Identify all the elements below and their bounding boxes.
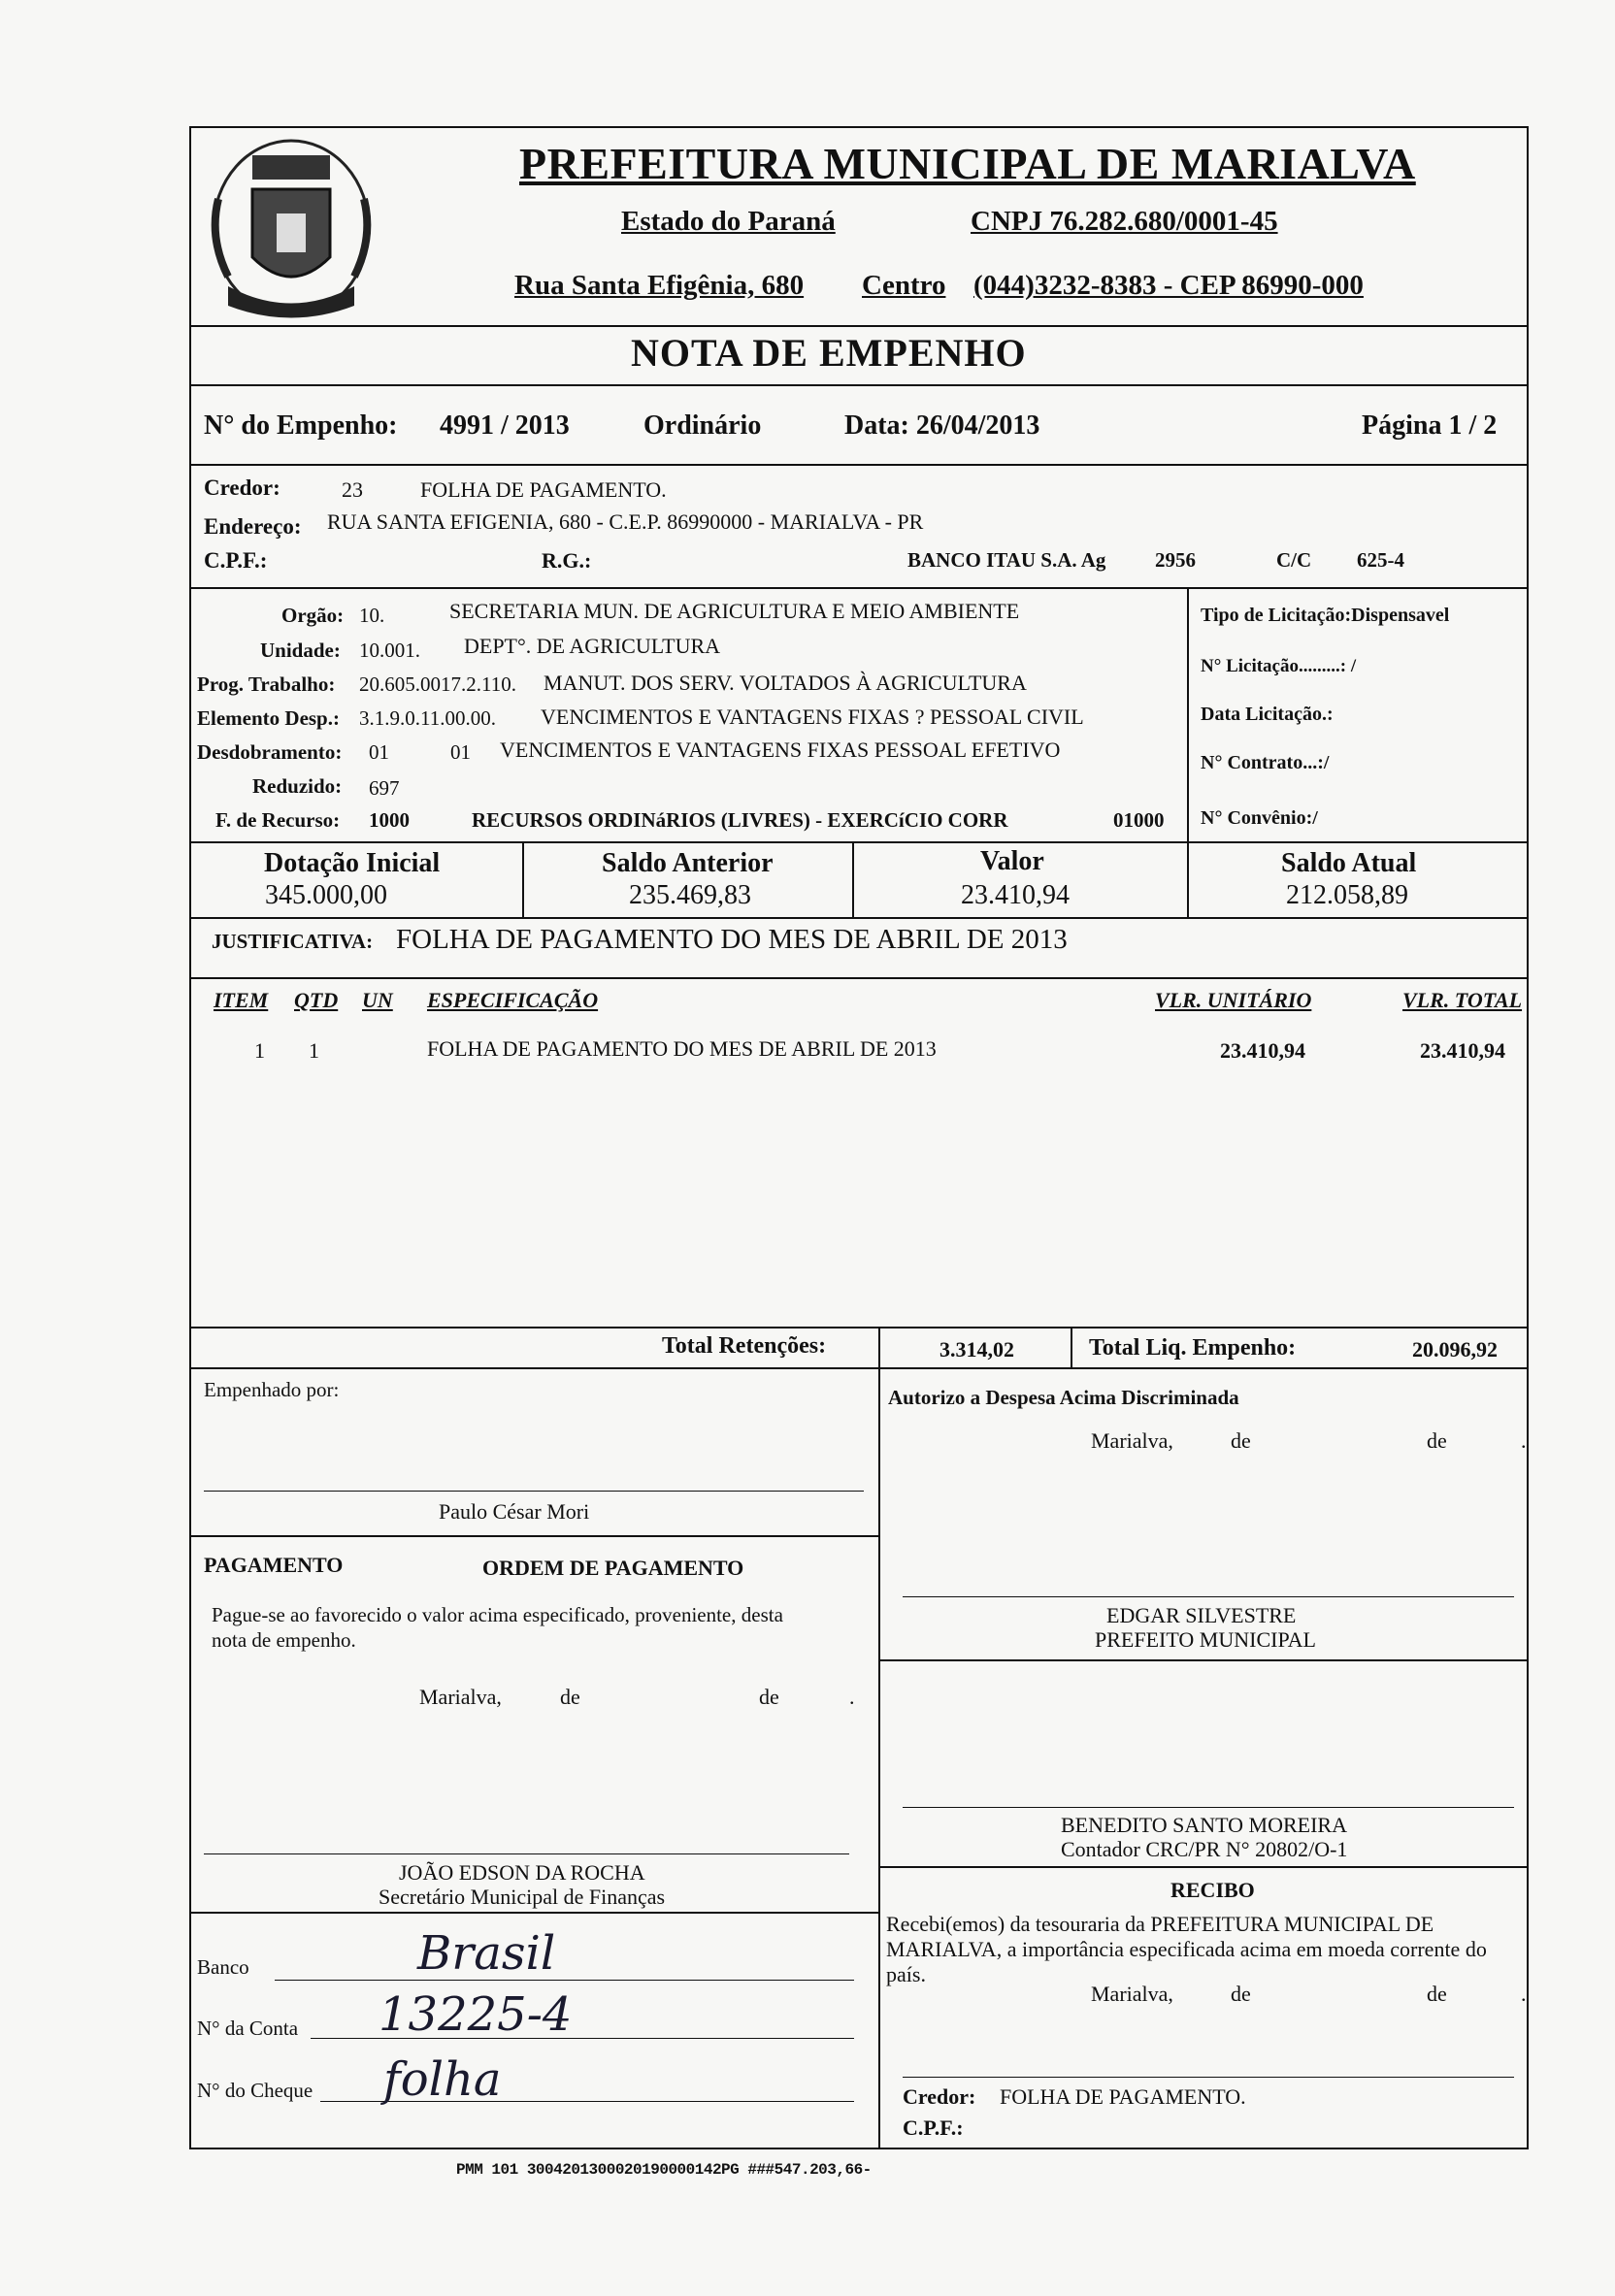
- pagamento-label: PAGAMENTO: [204, 1553, 344, 1577]
- recibo-de-2: de: [1427, 1982, 1447, 2006]
- signature-line: [204, 1853, 849, 1854]
- credor-code: 23: [342, 477, 363, 502]
- signature-line: [903, 1596, 1514, 1597]
- row-vlr-unitario: 23.410,94: [1220, 1038, 1305, 1063]
- prefeito-name: EDGAR SILVESTRE: [1106, 1603, 1297, 1627]
- divider: [878, 1659, 1529, 1661]
- header-cnpj: CNPJ 76.282.680/0001-45: [971, 206, 1278, 237]
- pagamento-place: Marialva,: [419, 1685, 502, 1709]
- recurso-label: F. de Recurso:: [215, 808, 341, 832]
- dotacao-value: 345.000,00: [265, 880, 387, 910]
- credor-footer-label: Credor:: [903, 2084, 976, 2109]
- divider: [852, 841, 854, 917]
- page-number: Página 1 / 2: [1362, 410, 1498, 441]
- licitacao-numero: N° Licitação.........: /: [1201, 656, 1357, 676]
- total-retencoes-value: 3.314,02: [939, 1337, 1014, 1361]
- row-qtd: 1: [309, 1038, 319, 1063]
- credor-address: RUA SANTA EFIGENIA, 680 - C.E.P. 86990000 - MARIALVA - PR: [327, 509, 924, 534]
- dotacao-label: Dotação Inicial: [264, 848, 441, 878]
- recibo-label: RECIBO: [1170, 1878, 1255, 1902]
- header-title: PREFEITURA MUNICIPAL DE MARIALVA: [519, 139, 1416, 188]
- autorizo-dot: .: [1521, 1428, 1527, 1453]
- secretario-title: Secretário Municipal de Finanças: [379, 1885, 666, 1909]
- reduzido-code: 697: [369, 776, 400, 800]
- col-vlr-total: VLR. TOTAL: [1402, 988, 1523, 1012]
- recibo-place: Marialva,: [1091, 1982, 1173, 2006]
- banco-line: [275, 1980, 854, 1981]
- divider: [1187, 587, 1189, 841]
- cheque-label: N° do Cheque: [197, 2079, 313, 2102]
- autorizo-place: Marialva,: [1091, 1428, 1173, 1453]
- divider: [189, 384, 1529, 386]
- row-especificacao: FOLHA DE PAGAMENTO DO MES DE ABRIL DE 2013: [427, 1036, 937, 1061]
- header-state: Estado do Paraná: [621, 206, 836, 237]
- cheque-value: folha: [383, 2052, 502, 2107]
- divider: [189, 464, 1529, 466]
- cc-number: 625-4: [1357, 548, 1404, 572]
- recibo-text-3: país.: [886, 1962, 926, 1986]
- valor-label: Valor: [980, 846, 1044, 876]
- justificativa-label: JUSTIFICATIVA:: [212, 930, 374, 953]
- total-liq-value: 20.096,92: [1412, 1337, 1498, 1361]
- divider: [189, 917, 1529, 919]
- contador-title: Contador CRC/PR N° 20802/O-1: [1061, 1837, 1348, 1861]
- divider: [189, 587, 1529, 589]
- cc-label: C/C: [1276, 548, 1312, 572]
- divider: [189, 1912, 878, 1914]
- unidade-name: DEPT°. DE AGRICULTURA: [464, 634, 721, 658]
- divider: [1071, 1327, 1072, 1367]
- barcode-text: PMM 101 3004201300020190000142PG ###547.203,66-: [456, 2161, 872, 2179]
- empenho-date: Data: 26/04/2013: [844, 410, 1040, 441]
- row-vlr-total: 23.410,94: [1420, 1038, 1505, 1063]
- divider: [878, 1866, 1529, 1868]
- orgao-code: 10.: [359, 604, 385, 627]
- credor-name: FOLHA DE PAGAMENTO.: [420, 477, 667, 502]
- secretario-name: JOÃO EDSON DA ROCHA: [399, 1860, 645, 1885]
- banco-label: Banco: [197, 1955, 249, 1979]
- divider: [189, 977, 1529, 979]
- recibo-text-1: Recebi(emos) da tesouraria da PREFEITURA MUNICIPAL DE: [886, 1912, 1434, 1936]
- elemento-label: Elemento Desp.:: [197, 706, 340, 730]
- justificativa-text: FOLHA DE PAGAMENTO DO MES DE ABRIL DE 2013: [396, 924, 1068, 955]
- total-liq-label: Total Liq. Empenho:: [1089, 1335, 1297, 1361]
- recurso-code-2: 01000: [1113, 808, 1165, 832]
- pagamento-de-2: de: [759, 1685, 779, 1709]
- reduzido-label: Reduzido:: [252, 774, 343, 798]
- bank-name: BANCO ITAU S.A. Ag: [907, 548, 1106, 572]
- prog-label: Prog. Trabalho:: [197, 672, 336, 696]
- desd-code-1: 01: [369, 740, 389, 764]
- divider: [189, 325, 1529, 327]
- autorizo-label: Autorizo a Despesa Acima Discriminada: [888, 1386, 1239, 1409]
- recibo-text-2: MARIALVA, a importância especificada acima em moeda corrente do: [886, 1937, 1487, 1961]
- pagamento-dot: .: [849, 1685, 855, 1709]
- orgao-label: Orgão:: [281, 604, 345, 627]
- licitacao-data: Data Licitação.:: [1201, 704, 1334, 725]
- recibo-de-1: de: [1231, 1982, 1251, 2006]
- desd-code-2: 01: [450, 740, 471, 764]
- divider: [189, 1367, 1529, 1369]
- recurso-code: 1000: [369, 808, 410, 832]
- autorizo-de-1: de: [1231, 1428, 1251, 1453]
- saldo-anterior-label: Saldo Anterior: [602, 848, 774, 878]
- col-vlr-unitario: VLR. UNITÁRIO: [1155, 988, 1312, 1012]
- col-un: UN: [362, 988, 393, 1012]
- bank-agency: 2956: [1155, 548, 1196, 572]
- desd-name: VENCIMENTOS E VANTAGENS FIXAS PESSOAL EFETIVO: [500, 738, 1061, 762]
- desdobramento-label: Desdobramento:: [197, 740, 343, 764]
- signature-line: [204, 1491, 864, 1492]
- empenho-number: 4991 / 2013: [440, 410, 570, 441]
- autorizo-de-2: de: [1427, 1428, 1447, 1453]
- elemento-code: 3.1.9.0.11.00.00.: [359, 706, 496, 730]
- credor-footer-name: FOLHA DE PAGAMENTO.: [1000, 2084, 1246, 2109]
- unidade-code: 10.001.: [359, 639, 420, 662]
- divider: [1187, 841, 1189, 917]
- rg-label: R.G.:: [542, 548, 592, 573]
- orgao-name: SECRETARIA MUN. DE AGRICULTURA E MEIO AMBIENTE: [449, 599, 1020, 623]
- conta-value: 13225-4: [379, 1987, 573, 2042]
- divider: [878, 1367, 880, 2149]
- divider: [522, 841, 524, 917]
- valor-value: 23.410,94: [961, 880, 1070, 910]
- cpf-label: C.P.F.:: [204, 548, 268, 573]
- saldo-atual-label: Saldo Atual: [1281, 848, 1417, 878]
- row-item: 1: [254, 1038, 265, 1063]
- header-center: Centro: [862, 270, 946, 301]
- divider: [189, 1535, 878, 1537]
- signature-line: [903, 2077, 1514, 2078]
- header-address: Rua Santa Efigênia, 680: [514, 270, 805, 301]
- col-especificacao: ESPECIFICAÇÃO: [427, 988, 599, 1012]
- recurso-name: RECURSOS ORDINáRIOS (LIVRES) - EXERCíCIO CORR: [472, 808, 1008, 832]
- pagamento-text-1: Pague-se ao favorecido o valor acima especificado, proveniente, desta: [212, 1603, 783, 1626]
- address-label: Endereço:: [204, 514, 302, 539]
- recibo-dot: .: [1521, 1982, 1527, 2006]
- empenho-label: N° do Empenho:: [204, 410, 398, 441]
- prog-name: MANUT. DOS SERV. VOLTADOS À AGRICULTURA: [544, 671, 1027, 695]
- licitacao-tipo: Tipo de Licitação:Dispensavel: [1201, 605, 1450, 626]
- prefeito-title: PREFEITO MUNICIPAL: [1095, 1627, 1316, 1652]
- pagamento-de-1: de: [560, 1685, 580, 1709]
- unidade-label: Unidade:: [260, 639, 341, 662]
- saldo-atual-value: 212.058,89: [1286, 880, 1408, 910]
- signature-line: [903, 1807, 1514, 1808]
- prog-code: 20.605.0017.2.110.: [359, 672, 516, 696]
- divider: [878, 1327, 880, 1367]
- col-item: ITEM: [214, 988, 269, 1012]
- contador-name: BENEDITO SANTO MOREIRA: [1061, 1813, 1347, 1837]
- conta-label: N° da Conta: [197, 2017, 299, 2040]
- divider: [189, 1327, 1529, 1328]
- banco-value: Brasil: [417, 1926, 556, 1981]
- credor-label: Credor:: [204, 476, 280, 500]
- saldo-anterior-value: 235.469,83: [629, 880, 751, 910]
- doc-title: NOTA DE EMPENHO: [631, 331, 1027, 375]
- total-retencoes-label: Total Retenções:: [662, 1333, 827, 1359]
- empenhado-name: Paulo César Mori: [439, 1499, 590, 1524]
- elemento-name: VENCIMENTOS E VANTAGENS FIXAS ? PESSOAL CIVIL: [541, 705, 1084, 729]
- header-phone-cep: (044)3232-8383 - CEP 86990-000: [973, 270, 1364, 301]
- ordem-pagamento-label: ORDEM DE PAGAMENTO: [482, 1556, 744, 1580]
- empenhado-label: Empenhado por:: [204, 1378, 340, 1401]
- coat-of-arms: [199, 131, 383, 330]
- licitacao-convenio: N° Convênio:/: [1201, 807, 1318, 829]
- divider: [189, 841, 1529, 843]
- credor-footer-cpf: C.P.F.:: [903, 2116, 964, 2140]
- pagamento-text-2: nota de empenho.: [212, 1628, 356, 1652]
- licitacao-contrato: N° Contrato...:/: [1201, 752, 1330, 773]
- col-qtd: QTD: [294, 988, 339, 1012]
- empenho-type: Ordinário: [643, 410, 762, 441]
